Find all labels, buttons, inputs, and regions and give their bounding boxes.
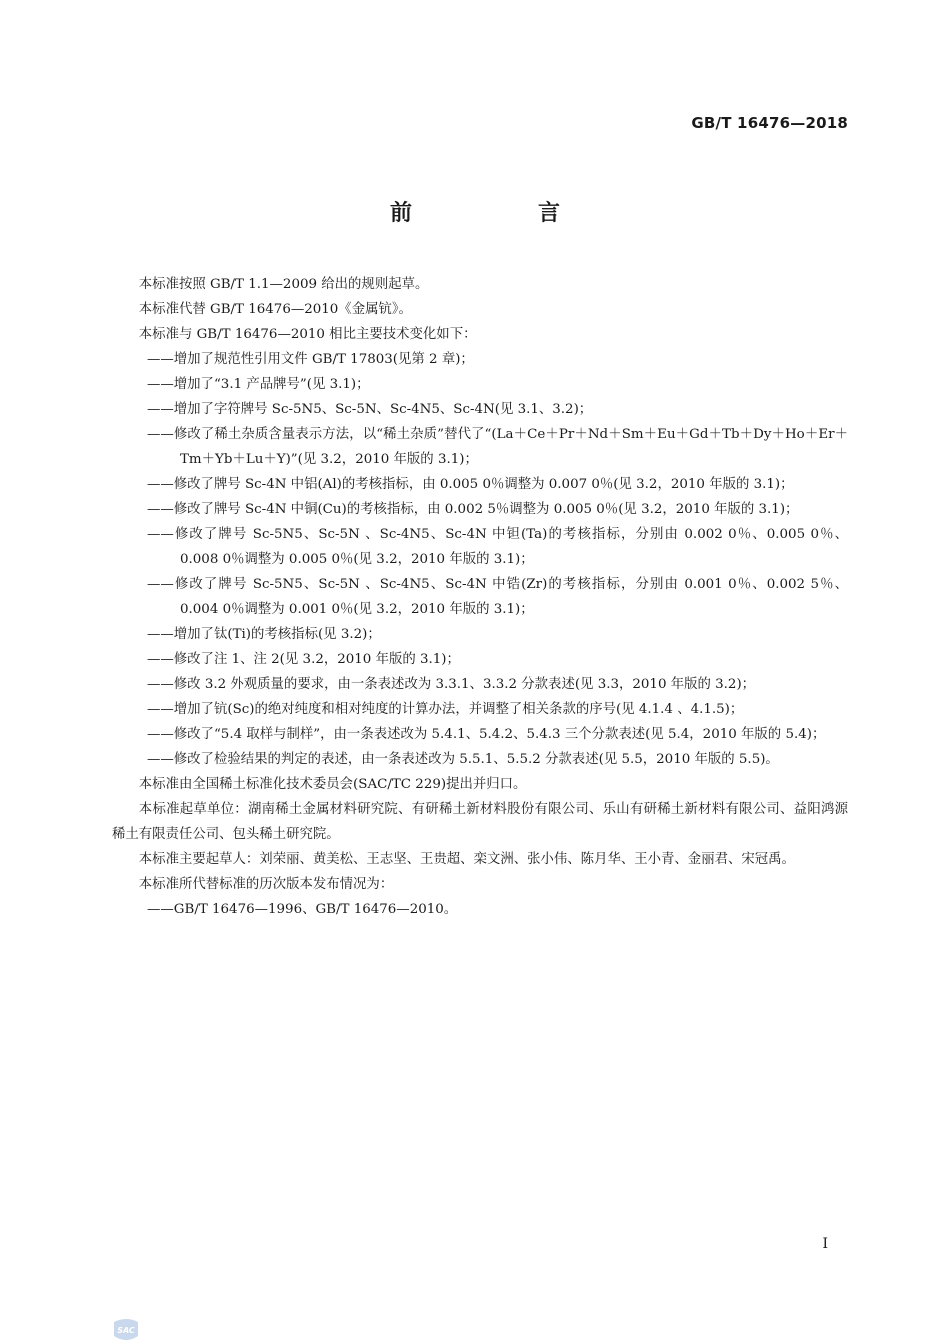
page-number: I	[822, 1236, 828, 1252]
page-title: 前 言	[389, 201, 612, 226]
paragraph: 本标准所代替标准的历次版本发布情况为：	[138, 877, 394, 892]
list-item: ——修改了牌号 Sc-5N5、Sc-5N 、Sc-4N5、Sc-4N 中锆(Zr)的考核指标，分别由 0.001 0％、0.002 5％、0.004 0％调整为 0.001 0％(见 3.2，2010 年版的 3.1)；	[147, 577, 848, 617]
standard-code: GB/T 16476—2018	[691, 114, 848, 132]
list-item: ——增加了字符牌号 Sc-5N5、Sc-5N、Sc-4N5、Sc-4N(见 3.1、3.2)；	[147, 402, 593, 417]
list-item: ——增加了“3.1 产品牌号”(见 3.1)；	[147, 377, 370, 392]
paragraph: 本标准与 GB/T 16476—2010 相比主要技术变化如下：	[138, 327, 477, 342]
list-item: ——修改了注 1、注 2(见 3.2，2010 年版的 3.1)；	[147, 652, 460, 667]
paragraph: 本标准代替 GB/T 16476—2010《金属钪》。	[138, 302, 412, 317]
paragraph: 本标准起草单位：湖南稀土金属材料研究院、有研稀土新材料股份有限公司、乐山有研稀土新材料有限公司、益阳鸿源稀土有限责任公司、包头稀土研究院。	[112, 802, 848, 842]
paragraph: 本标准主要起草人：刘荣丽、黄美松、王志坚、王贵超、栾文洲、张小伟、陈月华、王小青、金丽君、宋冠禹。	[138, 852, 795, 867]
list-item: ——修改了“5.4 取样与制样”，由一条表述改为 5.4.1、5.4.2、5.4.3 三个分款表述(见 5.4，2010 年版的 5.4)；	[147, 727, 826, 742]
list-item: ——修改了牌号 Sc-4N 中铝(Al)的考核指标，由 0.005 0％调整为 0.007 0％(见 3.2，2010 年版的 3.1)；	[147, 477, 794, 492]
list-item: ——修改了牌号 Sc-4N 中铜(Cu)的考核指标，由 0.002 5％调整为 0.005 0％(见 3.2，2010 年版的 3.1)；	[147, 502, 799, 517]
list-item: ——增加了规范性引用文件 GB/T 17803(见第 2 章)；	[147, 352, 474, 367]
list-item: ——修改了检验结果的判定的表述，由一条表述改为 5.5.1、5.5.2 分款表述(见 5.5，2010 年版的 5.5)。	[147, 752, 779, 767]
list-item: ——修改 3.2 外观质量的要求，由一条表述改为 3.3.1、3.3.2 分款表述(见 3.3，2010 年版的 3.2)；	[147, 677, 756, 692]
logo-text: SAC	[117, 1326, 135, 1335]
paragraph: 本标准按照 GB/T 1.1—2009 给出的规则起草。	[138, 277, 429, 292]
list-item: ——增加了钛(Ti)的考核指标(见 3.2)；	[147, 627, 381, 642]
paragraph: 本标准由全国稀土标准化技术委员会(SAC/TC 229)提出并归口。	[138, 777, 527, 792]
list-item: ——增加了钪(Sc)的绝对纯度和相对纯度的计算办法，并调整了相关条款的序号(见 4.1.4 、4.1.5)；	[147, 702, 744, 717]
list-item: ——修改了稀土杂质含量表示方法，以“稀土杂质”替代了“(La＋Ce＋Pr＋Nd＋Sm＋Eu＋Gd＋Tb＋Dy＋Ho＋Er＋Tm＋Yb＋Lu＋Y)”(见 3.2，2010 年版的 3.1)；	[147, 427, 848, 467]
list-item: ——修改了牌号 Sc-5N5、Sc-5N 、Sc-4N5、Sc-4N 中钽(Ta)的考核指标，分别由 0.002 0％、0.005 0％、0.008 0％调整为 0.005 0％(见 3.2，2010 年版的 3.1)；	[147, 527, 848, 567]
document-body	[112, 272, 848, 922]
sac-logo-icon	[110, 1318, 142, 1342]
list-item: ——GB/T 16476—1996、GB/T 16476—2010。	[147, 902, 458, 917]
